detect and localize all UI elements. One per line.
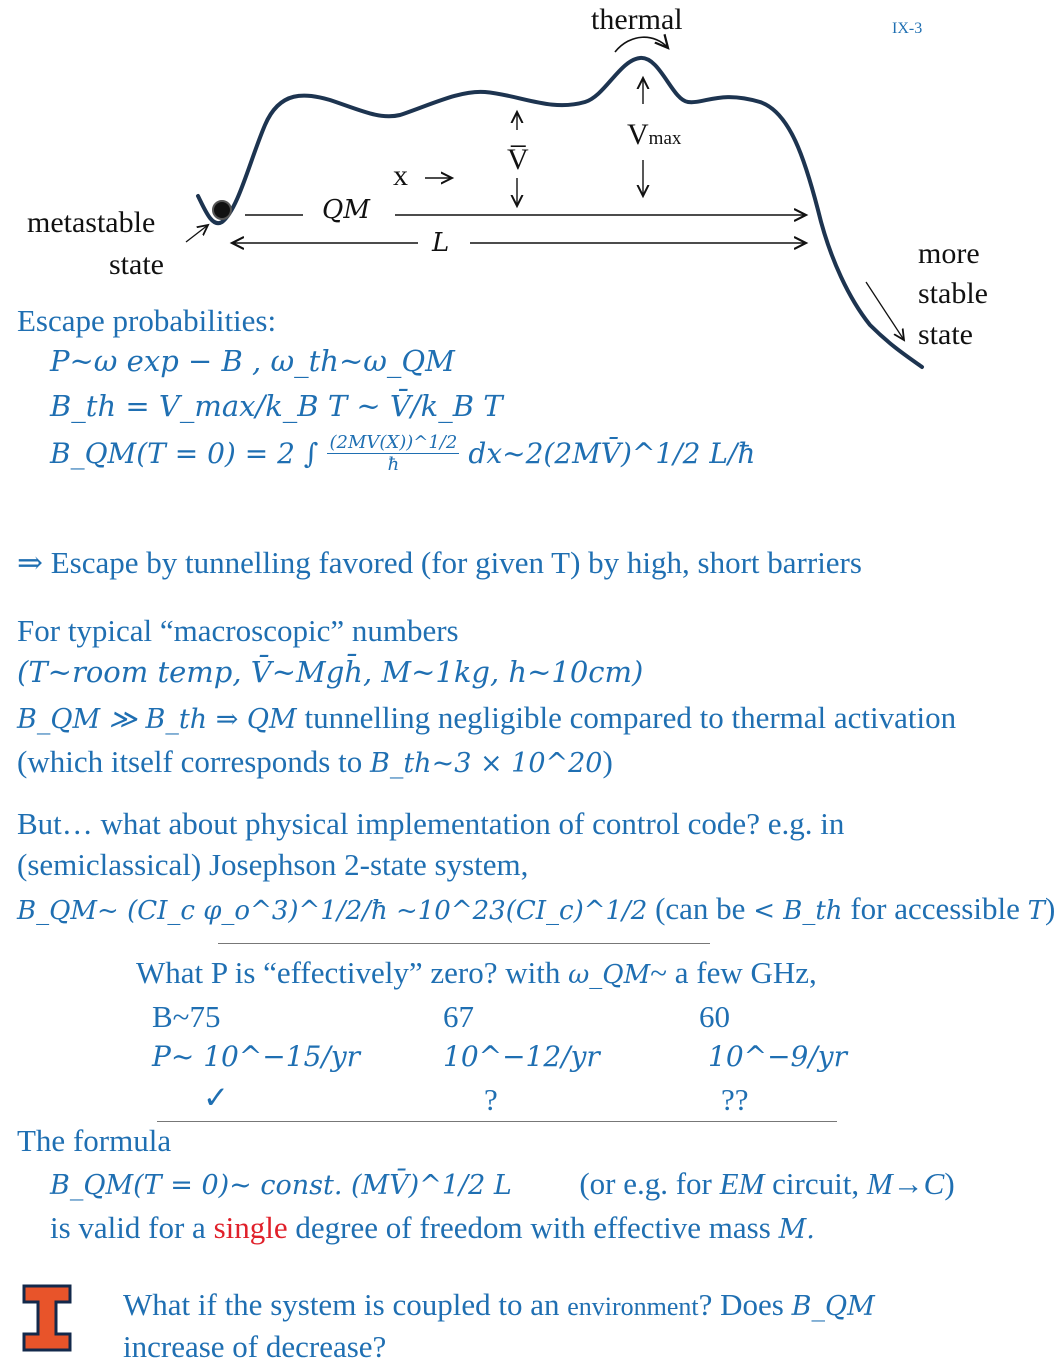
metastable-label-line1: metastable <box>27 206 156 239</box>
metastable-label-line2: state <box>109 248 164 281</box>
formula-line-1: B_QM(T = 0)~ const. (MV̄)^1/2 L (or e.g. for EM circuit, M→C) <box>50 1166 955 1201</box>
p-value-2: 10^−12/yr <box>443 1040 600 1073</box>
divider-top <box>218 943 710 944</box>
thermal-arrow <box>615 37 668 52</box>
vmax-label: Vmax <box>627 118 682 151</box>
l-label: L <box>432 228 450 258</box>
mark-question: ? <box>484 1082 498 1117</box>
formula-line-2: is valid for a single degree of freedom with effective mass M. <box>50 1210 815 1245</box>
b-value-3: 60 <box>699 999 730 1034</box>
macro-line-1: For typical “macroscopic” numbers <box>17 613 459 648</box>
footer-question-line-2: increase of decrease? <box>123 1329 387 1364</box>
macro-line-3: B_QM ≫ B_th ⇒ QM tunnelling negligible compared to thermal activation <box>17 700 957 735</box>
escape-equation-2: B_th = V_max/k_B T ~ V̄/k_B T <box>50 389 503 423</box>
page-number: IX-3 <box>892 20 923 37</box>
illinois-logo-icon <box>22 1284 72 1352</box>
p-value-3: 10^−9/yr <box>708 1040 848 1073</box>
qm-label: QM <box>322 195 370 225</box>
stable-label-line2: stable <box>918 277 988 310</box>
checkmark-icon: ✓ <box>203 1080 229 1115</box>
divider-bottom <box>157 1121 837 1122</box>
thermal-label: thermal <box>591 3 683 36</box>
potential-curve <box>198 58 922 367</box>
b-value-2: 67 <box>443 999 474 1034</box>
single-emphasis: single <box>213 1210 288 1245</box>
b-value-1: B~75 <box>152 999 221 1034</box>
formula-heading: The formula <box>17 1123 172 1158</box>
josephson-line-2: (semiclassical) Josephson 2-state system, <box>17 847 529 882</box>
x-label: x <box>393 159 408 192</box>
escape-equation-1: P~ω exp − B , ω_th~ω_QM <box>50 344 455 378</box>
stable-label-line1: more <box>918 237 980 270</box>
macro-line-2: (T~room temp, V̄~Mgh̄, M~1kg, h~10cm) <box>17 655 644 689</box>
escape-heading: Escape probabilities: <box>17 303 277 338</box>
josephson-line-1: But… what about physical implementation of control code? e.g. in <box>17 806 845 841</box>
fraction: $\frac{(2MV(X))\^{}1/2}{ħ}$ <box>329 432 458 475</box>
effective-zero-question: What P is “effectively” zero? with ω_QM~ a few GHz, <box>136 955 817 990</box>
implication-text: ⇒ Escape by tunnelling favored (for given T) by high, short barriers <box>17 545 862 580</box>
mark-double-question: ?? <box>721 1082 749 1117</box>
josephson-line-3: B_QM~ (CI_c φ_o^3)^1/2/ħ ~10^23(CI_c)^1/2 (can be < B_th for accessible T) <box>17 891 1055 926</box>
p-value-1: P~ 10^−15/yr <box>152 1040 361 1073</box>
macro-line-4: (which itself corresponds to B_th~3 × 10^20) <box>17 744 613 779</box>
footer-question-line-1: What if the system is coupled to an environment? Does B_QM <box>123 1287 875 1322</box>
stable-label-line3: state <box>918 318 973 351</box>
particle-ball <box>213 201 231 219</box>
vbar-label: V̅ <box>507 143 529 176</box>
escape-equation-3: B_QM(T = 0) = 2 ∫ $\frac{(2MV(X))\^{}1/2}{ħ}$ dx~2(2MV̄)^1/2 L/ħ <box>50 432 756 475</box>
